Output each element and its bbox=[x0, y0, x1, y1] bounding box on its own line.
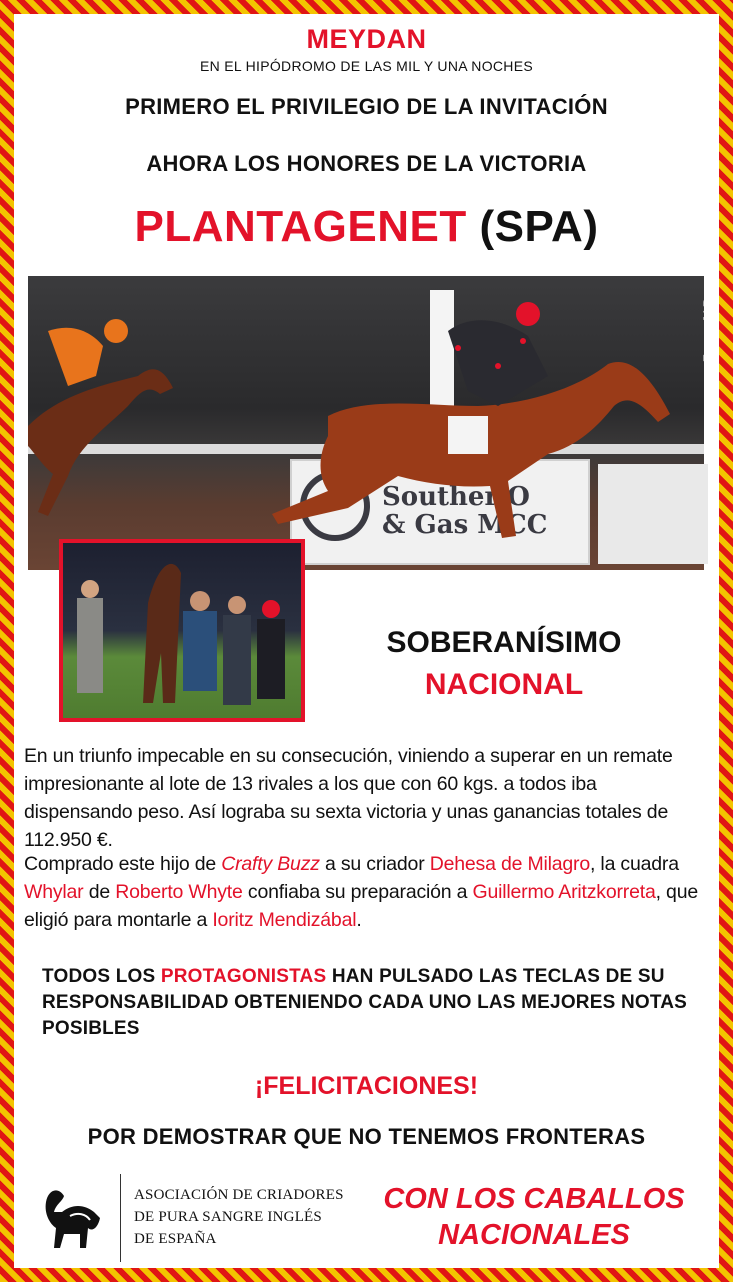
congratulations-heading: ¡FELICITACIONES! bbox=[254, 1072, 479, 1100]
horse-name: PLANTAGENET bbox=[134, 202, 467, 251]
trainer-name: Guillermo Aritzkorreta bbox=[472, 881, 656, 903]
owner-name: Roberto Whyte bbox=[115, 881, 243, 903]
winning-horse-icon bbox=[272, 302, 670, 538]
event-subtitle: EN EL HIPÓDROMO DE LAS MIL Y UNA NOCHES bbox=[199, 58, 533, 74]
horses-illustration bbox=[28, 276, 704, 570]
race-summary-paragraph: En un triunfo impecable en su consecución, viniendo a superar en un remate impresionante al lote de 13 rivales a los que con 60 kgs. a todos iba dispensando peso. Así lograba su sexta victoria y unas ganancias totales de 112.950 €. bbox=[24, 745, 673, 851]
jockey-name: Ioritz Mendizábal bbox=[212, 909, 357, 931]
banner-text-2: & Gas MCC bbox=[382, 510, 548, 540]
event-title: MEYDAN bbox=[306, 24, 427, 54]
winners-group-illustration bbox=[63, 543, 301, 718]
logo-divider bbox=[120, 1174, 121, 1262]
headline-sober: SOBERANÍSIMO bbox=[386, 626, 622, 659]
horse-name-heading bbox=[14, 202, 719, 252]
closing-tagline bbox=[354, 1181, 714, 1253]
association-line-2: DE PURA SANGRE INGLÉS bbox=[134, 1209, 322, 1225]
association-line-3: DE ESPAÑA bbox=[134, 1231, 217, 1247]
protagonists-highlight: PROTAGONISTAS bbox=[160, 966, 327, 987]
people-icon bbox=[77, 564, 285, 705]
sire-name: Crafty Buzz bbox=[221, 853, 320, 875]
trophy-photo bbox=[59, 539, 305, 722]
horse-logo-icon bbox=[42, 1182, 104, 1252]
banner-text-1: Souther O bbox=[382, 482, 530, 512]
headline-line-2: AHORA LOS HONORES DE LA VICTORIA bbox=[146, 151, 587, 176]
breeder-name: Dehesa de Milagro bbox=[429, 853, 590, 875]
headline-box bbox=[324, 622, 684, 706]
connections-paragraph: Comprado este hijo de Crafty Buzz a su criador Dehesa de Milagro, la cuadra Whylar de Roberto Whyte confiaba su preparación a Guillermo Aritzkorreta, que eligió para montarle a Ioritz Mendizábal. bbox=[24, 853, 698, 931]
association-line-1: ASOCIACIÓN DE CRIADORES bbox=[134, 1187, 344, 1203]
race-photo bbox=[28, 276, 715, 570]
association-name bbox=[134, 1184, 344, 1250]
tagline-line-2: NACIONALES bbox=[438, 1219, 630, 1251]
photo-credit: Fotos: JAR bbox=[700, 298, 715, 363]
chasing-horse-icon bbox=[28, 319, 173, 516]
headline-line-1: PRIMERO EL PRIVILEGIO DE LA INVITACIÓN bbox=[125, 94, 608, 119]
headline-nacional: NACIONAL bbox=[424, 668, 584, 701]
tagline-line-1: CON LOS CABALLOS bbox=[383, 1183, 685, 1215]
horse-country: (SPA) bbox=[466, 202, 599, 251]
stable-name: Whylar bbox=[24, 881, 84, 903]
page-content bbox=[14, 14, 719, 1268]
borders-statement: POR DEMOSTRAR QUE NO TENEMOS FRONTERAS bbox=[87, 1124, 646, 1149]
protagonists-statement: TODOS LOS PROTAGONISTAS HAN PULSADO LAS TECLAS DE SU RESPONSABILIDAD OBTENIENDO CADA UNO LAS MEJORES NOTAS POSIBLES bbox=[42, 966, 688, 1039]
